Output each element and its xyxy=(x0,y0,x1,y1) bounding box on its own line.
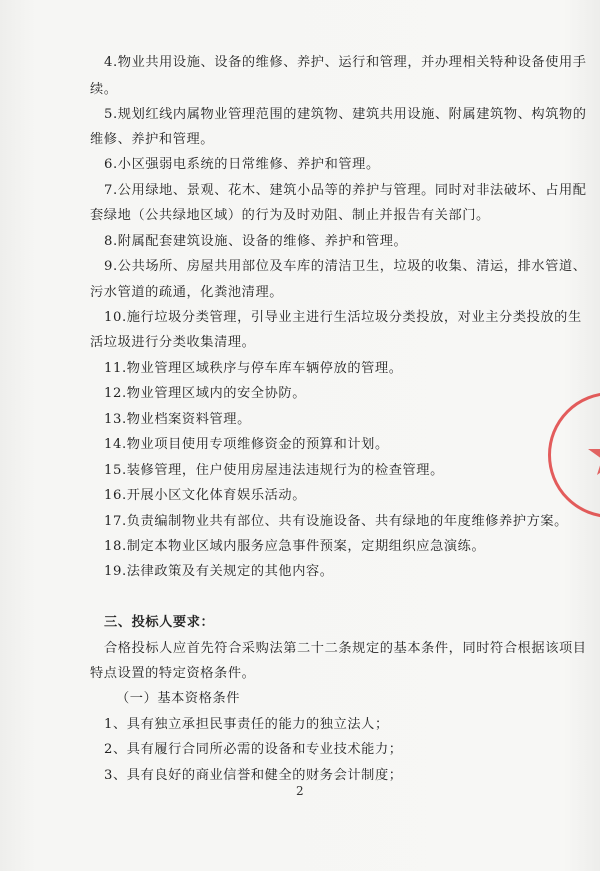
seal-star-icon xyxy=(551,395,600,515)
paragraph-10-line-2: 活垃圾进行分类收集清理。 xyxy=(90,335,256,350)
paragraph-12: 12.物业管理区域内的安全协防。 xyxy=(104,386,307,401)
company-seal xyxy=(548,392,600,518)
paragraph-14: 14.物业项目使用专项维修资金的预算和计划。 xyxy=(104,437,389,452)
paragraph-11: 11.物业管理区域秩序与停车库车辆停放的管理。 xyxy=(104,361,403,376)
paragraph-13: 13.物业档案资料管理。 xyxy=(104,412,251,427)
section-intro-line-1: 合格投标人应首先符合采购法第二十二条规定的基本条件，同时符合根据该项目 xyxy=(104,641,587,656)
paragraph-16: 16.开展小区文化体育娱乐活动。 xyxy=(104,488,307,503)
subsection-heading: （一）基本资格条件 xyxy=(116,691,241,706)
paragraph-5-line-2: 维修、养护和管理。 xyxy=(90,132,215,147)
paragraph-9-line-2: 污水管道的疏通，化粪池清理。 xyxy=(90,285,284,300)
paragraph-10-line-1: 10.施行垃圾分类管理，引导业主进行生活垃圾分类投放，对业主分类投放的生 xyxy=(104,310,582,325)
requirement-item-3: 3、具有良好的商业信誉和健全的财务会计制度； xyxy=(104,768,403,783)
paragraph-17: 17.负责编制物业共有部位、共有设施设备、共有绿地的年度维修养护方案。 xyxy=(104,514,568,529)
section-heading: 三、投标人要求： xyxy=(104,615,215,630)
paragraph-7-line-1: 7.公用绿地、景观、花木、建筑小品等的养护与管理。同时对非法破坏、占用配 xyxy=(104,183,587,198)
paragraph-15: 15.装修管理，住户使用房屋违法违规行为的检查管理。 xyxy=(104,463,444,478)
requirement-item-1: 1、具有独立承担民事责任的能力的独立法人； xyxy=(104,717,389,732)
paragraph-4-line-1: 4.物业共用设施、设备的维修、养护、运行和管理，并办理相关特种设备使用手 xyxy=(104,55,587,70)
section-intro-line-2: 特点设置的特定资格条件。 xyxy=(90,666,256,681)
requirement-item-2: 2、具有履行合同所必需的设备和专业技术能力； xyxy=(104,742,403,757)
page-number: 2 xyxy=(296,784,304,798)
paragraph-9-line-1: 9.公共场所、房屋共用部位及车库的清洁卫生，垃圾的收集、清运，排水管道、 xyxy=(104,259,587,274)
paragraph-5-line-1: 5.规划红线内属物业管理范围的建筑物、建筑共用设施、附属建筑物、构筑物的 xyxy=(104,107,587,122)
paragraph-4-line-2: 续。 xyxy=(90,82,118,97)
paragraph-6: 6.小区强弱电系统的日常维修、养护和管理。 xyxy=(104,157,380,172)
paragraph-19: 19.法律政策及有关规定的其他内容。 xyxy=(104,564,334,579)
paragraph-7-line-2: 套绿地（公共绿地区域）的行为及时劝阻、制止并报告有关部门。 xyxy=(90,208,490,223)
paragraph-18: 18.制定本物业区域内服务应急事件预案，定期组织应急演练。 xyxy=(104,539,486,554)
paragraph-8: 8.附属配套建筑设施、设备的维修、养护和管理。 xyxy=(104,234,408,249)
